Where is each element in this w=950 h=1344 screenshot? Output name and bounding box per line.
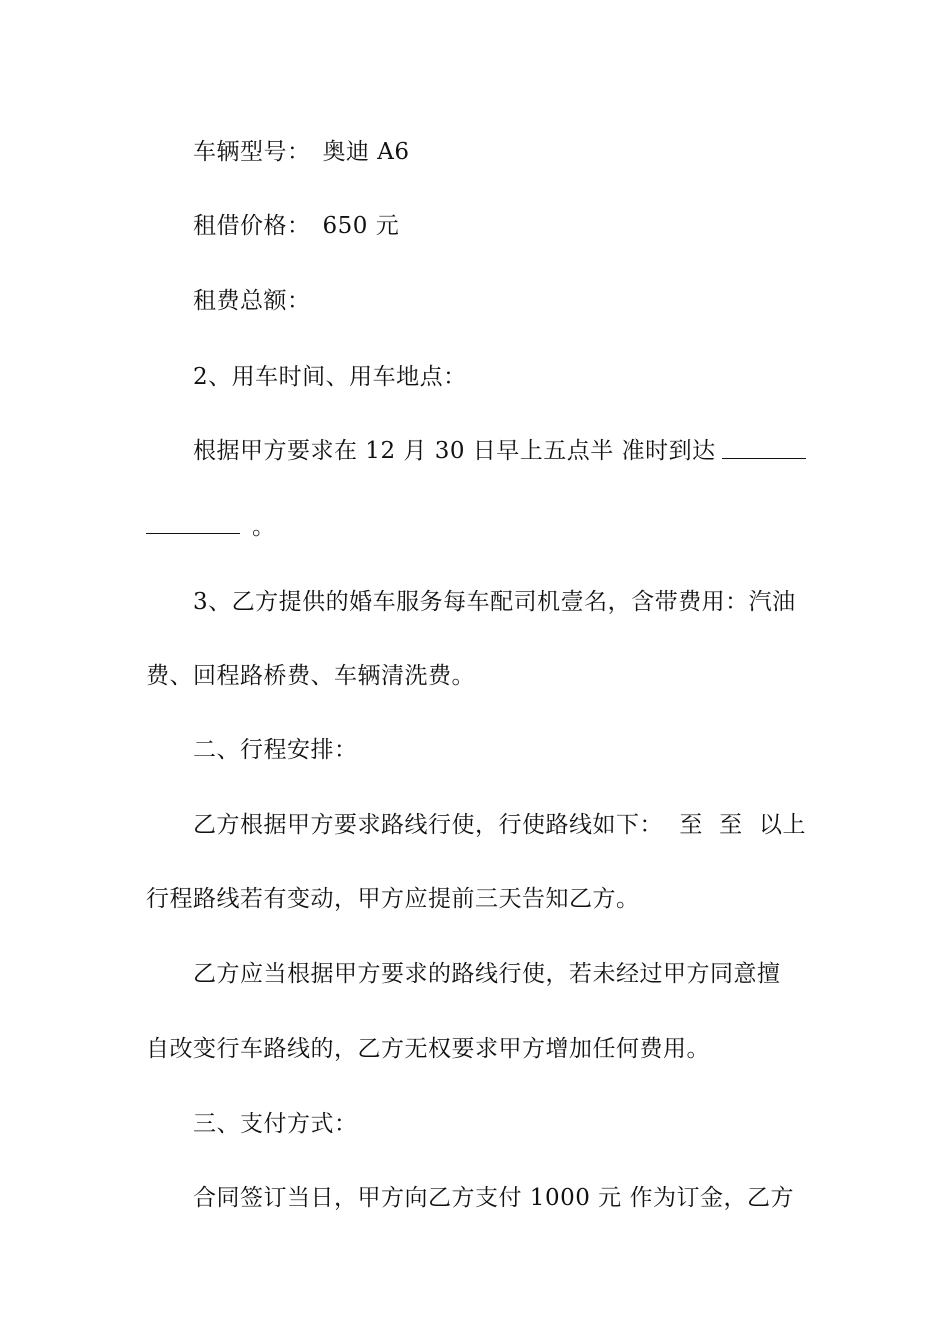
route-line1: [193, 810, 806, 840]
vehicle-model-line: [193, 137, 806, 167]
rent-price-value: 650 元: [322, 213, 400, 239]
payment-line1: 合同签订当日，甲方向乙方支付 1000 元 作为订金，乙方: [193, 1185, 794, 1211]
item2-end: 。: [252, 514, 276, 540]
item2-heading: 2、用车时间、用车地点：: [193, 364, 467, 390]
item3-line2: 费、回程路桥费、车辆清洗费。: [146, 663, 475, 689]
route-para2-line1: 乙方应当根据甲方要求的路线行使，若未经过甲方同意擅: [193, 961, 781, 987]
rent-price-line: [193, 211, 806, 241]
total-fee-label: 租费总额：: [193, 288, 311, 314]
route-to-2: 至: [719, 812, 743, 838]
route-line2: 行程路线若有变动，甲方应提前三天告知乙方。: [146, 886, 640, 912]
section2-heading: 二、行程安排：: [193, 737, 358, 763]
item2-end-line: [146, 512, 806, 542]
vehicle-model-value: 奥迪 A6: [322, 139, 410, 165]
route-para2-line2: 自改变行车路线的，乙方无权要求甲方增加任何费用。: [146, 1036, 710, 1062]
item2-text-line: [193, 436, 806, 466]
blank-underline: [722, 440, 806, 459]
route-end: 以上: [758, 812, 806, 838]
route-text: 乙方根据甲方要求路线行使，行使路线如下：: [193, 812, 663, 838]
route-to-1: 至: [679, 812, 703, 838]
item3-line1: 3、乙方提供的婚车服务每车配司机壹名，含带费用：汽油: [193, 589, 796, 615]
item2-text: 根据甲方要求在 12 月 30 日早上五点半 准时到达: [193, 438, 716, 464]
rent-price-label: 租借价格：: [193, 213, 311, 239]
total-fee-line: [193, 286, 806, 316]
blank-underline: [146, 515, 240, 534]
vehicle-model-label: 车辆型号：: [193, 139, 311, 165]
section3-heading: 三、支付方式：: [193, 1111, 358, 1137]
